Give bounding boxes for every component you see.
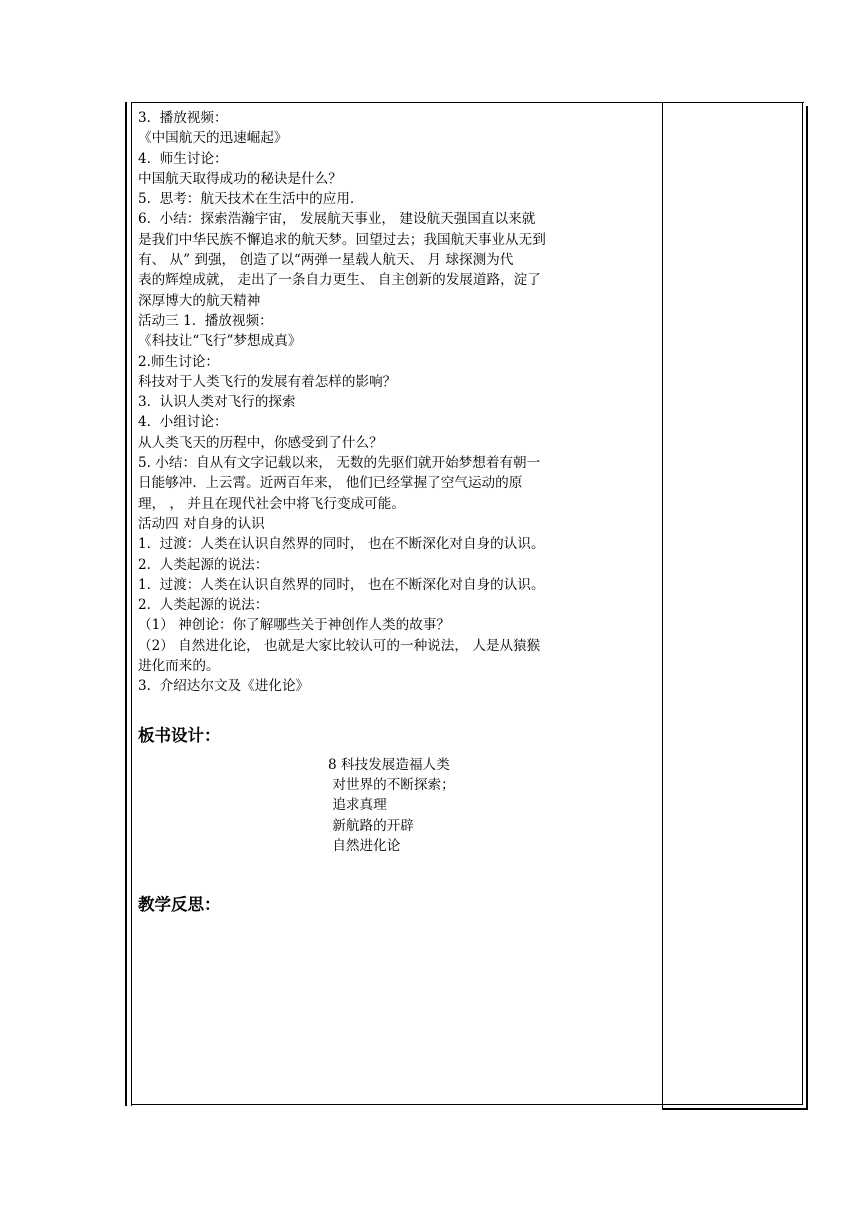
- text-line: 2.师生讨论：: [138, 353, 219, 370]
- board-line: 自然进化论: [328, 837, 401, 854]
- board-line: 对世界的不断探索；: [328, 776, 455, 793]
- text-line: 中国航天取得成功的秘诀是什么？: [138, 170, 342, 187]
- text-line: 活动三 1. 播放视频：: [138, 312, 273, 329]
- text-line: 从人类飞天的历程中，你感受到了什么？: [138, 434, 383, 451]
- text-line: 5. 思考：航天技术在生活中的应用.: [138, 191, 355, 208]
- board-line: 追求真理: [328, 797, 387, 814]
- text-line: 1. 过渡：人类在认识自然界的同时， 也在不断深化对自身的认识。: [138, 536, 545, 553]
- bottom-border-right: [662, 1104, 803, 1105]
- text-line: 进化而来的。: [138, 658, 220, 675]
- board-line: 新航路的开辟: [328, 817, 414, 834]
- top-border: [131, 102, 804, 103]
- text-line: 科技对于人类飞行的发展有着怎样的影响？: [138, 373, 397, 390]
- text-line: 表的辉煌成就， 走出了一条自力更生、 自主创新的发展道路，淀了: [138, 272, 541, 289]
- board-design: [328, 755, 660, 856]
- text-line: 6. 小结：探索浩瀚宇宙， 发展航天事业， 建设航天强国直以来就: [138, 211, 536, 228]
- teaching-reflection-heading: 教学反思：: [138, 895, 221, 915]
- text-line: 3. 播放视频：: [138, 110, 228, 126]
- text-line: 4. 小组讨论：: [138, 414, 228, 431]
- text-line: （2） 自然进化论， 也就是大家比较认可的一种说法， 人是从猿猴: [138, 637, 541, 654]
- text-line: 《中国航天的迅速崛起》: [138, 130, 288, 147]
- text-line: 2. 人类起源的说法：: [138, 556, 269, 573]
- lesson-content: [138, 108, 660, 918]
- bottom-border-main: [131, 1104, 663, 1105]
- text-line: 4. 师生讨论：: [138, 150, 228, 167]
- right-border-inner: [802, 102, 803, 1105]
- text-line: 3. 介绍达尔文及《进化论》: [138, 678, 310, 695]
- left-border-outer: [125, 102, 127, 1106]
- text-line: 理， ， 并且在现代社会中将飞行变成可能。: [138, 495, 405, 512]
- text-line: 是我们中华民族不懈追求的航天梦。回望过去；我国航天事业从无到: [138, 231, 546, 248]
- text-line: 1. 过渡：人类在认识自然界的同时， 也在不断深化对自身的认识。: [138, 576, 545, 593]
- text-line: 3. 认识人类对飞行的探索: [138, 394, 296, 411]
- text-line: 深厚博大的航天精神: [138, 292, 261, 309]
- left-border-inner: [131, 102, 132, 1106]
- text-line: 活动四 对自身的认识: [138, 515, 265, 532]
- column-divider: [662, 102, 663, 1108]
- text-line: 有、 从” 到强， 创造了以“两弹一星载人航天、 月 球探测为代: [138, 252, 514, 269]
- text-line: 日能够冲. 上云霄。近两百年来， 他们已经掌握了空气运动的原: [138, 475, 523, 492]
- text-line: （1） 神创论：你了解哪些关于神创作人类的故事？: [138, 617, 451, 634]
- board-line: 8 科技发展造福人类: [328, 756, 450, 773]
- text-line: 5. 小结：自从有文字记载以来， 无数的先驱们就开始梦想着有朝一: [138, 455, 541, 472]
- text-line: 2. 人类起源的说法：: [138, 597, 269, 614]
- bottom-border-right-outer: [662, 1108, 808, 1110]
- board-design-heading: 板书设计：: [138, 725, 221, 745]
- right-border-outer: [806, 106, 808, 1110]
- text-line: 《科技让“飞行”梦想成真》: [138, 333, 302, 350]
